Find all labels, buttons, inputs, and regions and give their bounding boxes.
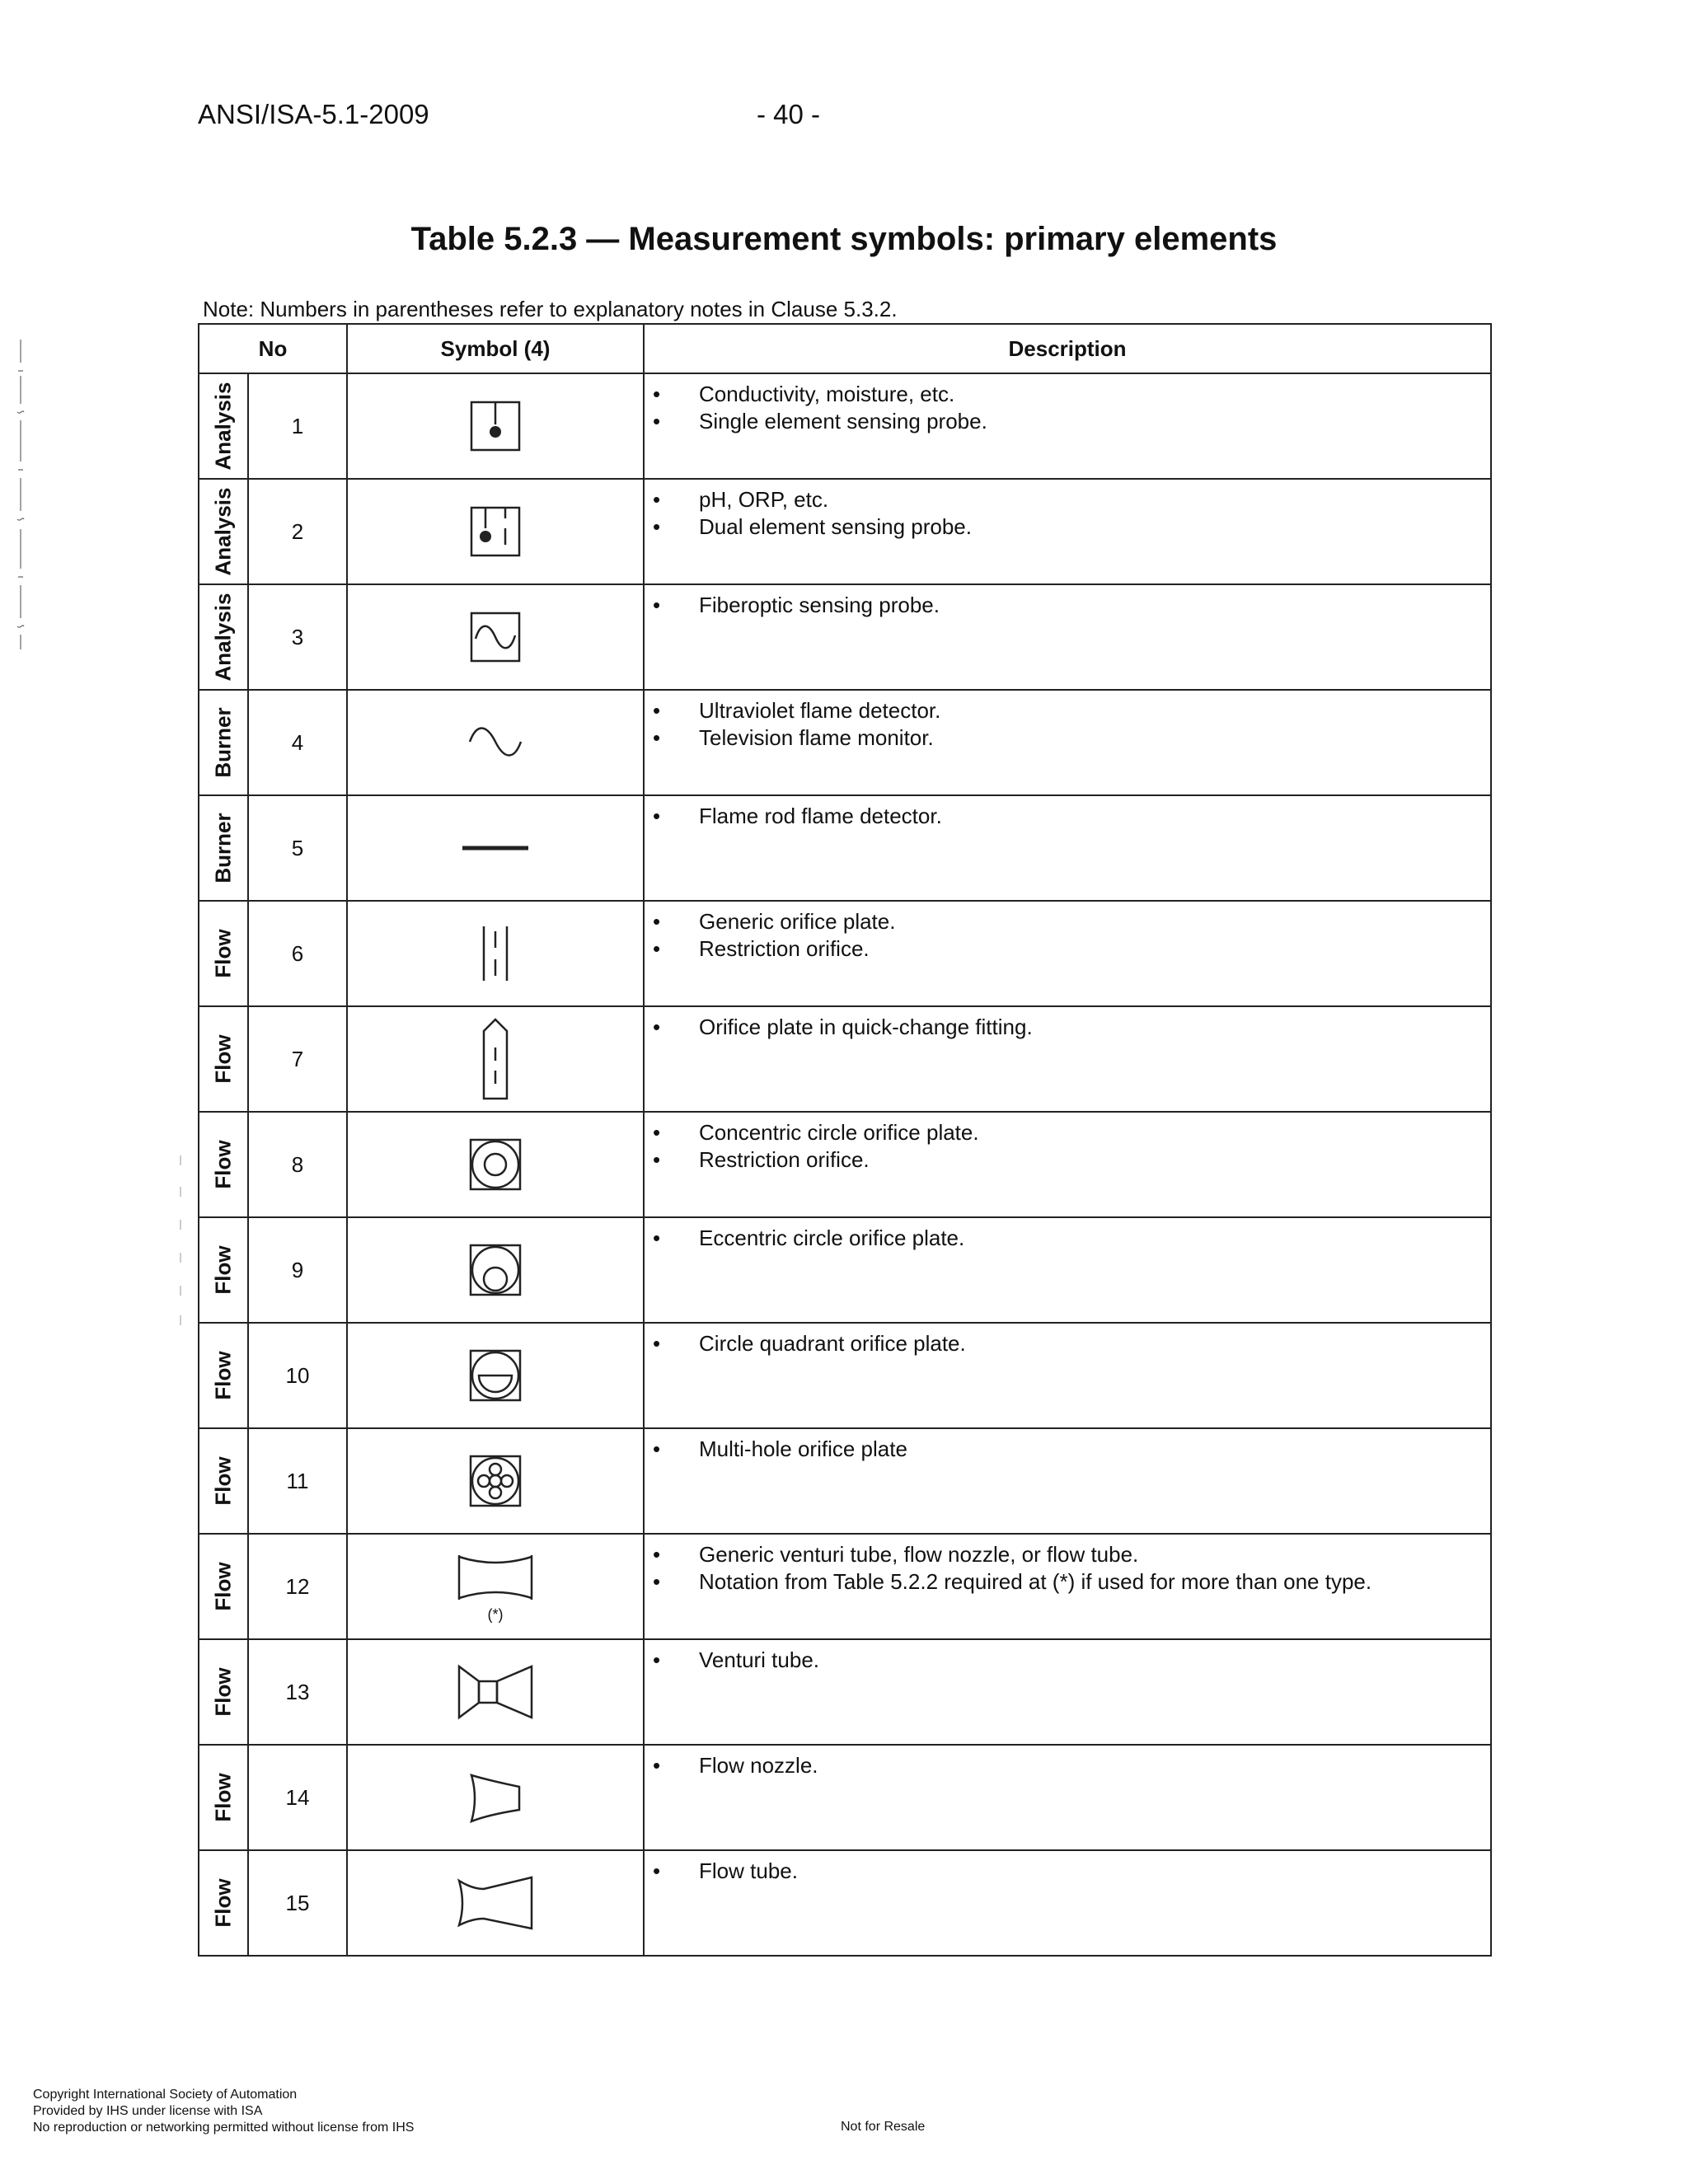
category-label: Flow (210, 1245, 236, 1295)
description-cell (644, 1534, 1491, 1639)
symbol-cell (347, 1006, 644, 1112)
category-cell (199, 1745, 248, 1850)
footer-line: No reproduction or networking permitted without license from IHS (33, 2121, 415, 2135)
description-list (645, 592, 1490, 619)
description-bullet: • Concentric circle orifice plate. (645, 1119, 1490, 1146)
table-header-row (199, 324, 1491, 373)
description-list (645, 1119, 1490, 1174)
category-cell (199, 1534, 248, 1639)
category-cell (199, 690, 248, 795)
category-cell (199, 1639, 248, 1745)
flow-nozzle-icon (348, 1769, 643, 1826)
description-bullet: • Generic venturi tube, flow nozzle, or flow tube. (645, 1541, 1490, 1568)
category-cell (199, 584, 248, 690)
column-header-no: No (199, 324, 347, 373)
table-row (199, 1428, 1491, 1534)
description-bullet: • Television flame monitor. (645, 724, 1490, 752)
category-label: Flow (210, 1034, 236, 1084)
symbol-cell (347, 901, 644, 1006)
fiberoptic-probe-icon (348, 611, 643, 663)
description-list (645, 1647, 1490, 1674)
description-bullet: • Restriction orifice. (645, 935, 1490, 963)
venturi-tube-icon (348, 1663, 643, 1721)
table-row (199, 1745, 1491, 1850)
table-row (199, 901, 1491, 1006)
row-number: 6 (248, 901, 347, 1006)
description-bullet: • Fiberoptic sensing probe. (645, 592, 1490, 619)
row-number: 9 (248, 1217, 347, 1323)
margin-stamp-graphic (176, 1154, 185, 1327)
description-bullet: • Conductivity, moisture, etc. (645, 381, 1490, 408)
eccentric-orifice-icon (348, 1243, 643, 1297)
footer-line: Copyright International Society of Automation (33, 2088, 298, 2102)
table-row (199, 479, 1491, 584)
generic-venturi-icon (348, 1550, 643, 1608)
symbol-cell (347, 479, 644, 584)
description-cell (644, 1323, 1491, 1428)
table-row (199, 690, 1491, 795)
orifice-plate-icon (348, 925, 643, 982)
column-header-symbol: Symbol (4) (347, 324, 644, 373)
description-cell (644, 1217, 1491, 1323)
single-element-probe-icon (348, 400, 643, 452)
row-number: 7 (248, 1006, 347, 1112)
table-title: Table 5.2.3 — Measurement symbols: primary elements (410, 221, 1278, 257)
category-label: Flow (210, 1456, 236, 1506)
category-cell (199, 1112, 248, 1217)
category-label: Flow (210, 1562, 236, 1611)
table-row (199, 1534, 1491, 1639)
row-number: 15 (248, 1850, 347, 1956)
footer-line: Provided by IHS under license with ISA (33, 2104, 263, 2118)
symbol-cell (347, 1217, 644, 1323)
symbol-cell (347, 1745, 644, 1850)
table-row (199, 1217, 1491, 1323)
category-label: Burner (210, 707, 236, 778)
description-list (645, 1752, 1490, 1779)
description-cell (644, 373, 1491, 479)
table-row (199, 1850, 1491, 1956)
description-bullet: • Circle quadrant orifice plate. (645, 1330, 1490, 1357)
category-cell (199, 1006, 248, 1112)
category-label: Flow (210, 1773, 236, 1822)
description-list (645, 381, 1490, 435)
description-list (645, 1225, 1490, 1252)
description-bullet: • Generic orifice plate. (645, 908, 1490, 935)
description-bullet: • Ultraviolet flame detector. (645, 697, 1490, 724)
description-list (645, 908, 1490, 963)
copyright-footer (33, 2087, 414, 2136)
row-number: 14 (248, 1745, 347, 1850)
symbol-cell (347, 690, 644, 795)
description-list (645, 1330, 1490, 1357)
table-row (199, 1112, 1491, 1217)
row-number: 10 (248, 1323, 347, 1428)
symbol-cell (347, 584, 644, 690)
category-cell (199, 1323, 248, 1428)
category-cell (199, 1217, 248, 1323)
description-cell (644, 690, 1491, 795)
table-row (199, 373, 1491, 479)
quadrant-orifice-icon (348, 1348, 643, 1403)
category-label: Flow (210, 1140, 236, 1189)
category-label: Analysis (210, 382, 236, 471)
row-number: 5 (248, 795, 347, 901)
symbol-cell (347, 373, 644, 479)
category-label: Analysis (210, 487, 236, 576)
category-cell (199, 901, 248, 1006)
category-cell (199, 1428, 248, 1534)
description-bullet: • Single element sensing probe. (645, 408, 1490, 435)
quick-change-orifice-icon (348, 1018, 643, 1100)
description-cell (644, 795, 1491, 901)
table-row (199, 584, 1491, 690)
row-number: 8 (248, 1112, 347, 1217)
symbol-cell (347, 1112, 644, 1217)
row-number: 4 (248, 690, 347, 795)
description-list (645, 803, 1490, 830)
description-cell (644, 1112, 1491, 1217)
category-cell (199, 795, 248, 901)
category-label: Flow (210, 1351, 236, 1400)
description-bullet: • Flow tube. (645, 1858, 1490, 1885)
description-cell (644, 1850, 1491, 1956)
row-number: 3 (248, 584, 347, 690)
description-cell (644, 901, 1491, 1006)
document-id: ANSI/ISA-5.1-2009 (198, 99, 429, 129)
row-number: 11 (248, 1428, 347, 1534)
description-cell (644, 479, 1491, 584)
flame-rod-icon (348, 840, 643, 856)
table-row (199, 1639, 1491, 1745)
flow-tube-icon (348, 1872, 643, 1933)
description-list (645, 1014, 1490, 1041)
not-for-resale-label: Not for Resale (841, 2120, 926, 2134)
description-list (645, 486, 1490, 541)
symbol-cell (347, 1534, 644, 1639)
primary-elements-table (198, 323, 1492, 1957)
description-cell (644, 1006, 1491, 1112)
description-bullet: • Venturi tube. (645, 1647, 1490, 1674)
description-bullet: • pH, ORP, etc. (645, 486, 1490, 513)
column-header-description: Description (644, 324, 1491, 373)
row-number: 1 (248, 373, 347, 479)
description-bullet: • Orifice plate in quick-change fitting. (645, 1014, 1490, 1041)
category-cell (199, 1850, 248, 1956)
description-cell (644, 584, 1491, 690)
description-bullet: • Flame rod flame detector. (645, 803, 1490, 830)
table-row (199, 1323, 1491, 1428)
description-cell (644, 1428, 1491, 1534)
row-number: 12 (248, 1534, 347, 1639)
symbol-note: (*) (487, 1605, 504, 1623)
description-bullet: • Restriction orifice. (645, 1146, 1490, 1174)
symbol-cell (347, 1850, 644, 1956)
description-bullet: • Notation from Table 5.2.2 required at (*) if used for more than one type. (645, 1568, 1490, 1596)
dual-element-probe-icon (348, 505, 643, 558)
page-number: - 40 - (757, 99, 821, 129)
description-cell (644, 1745, 1491, 1850)
multi-hole-orifice-icon (348, 1454, 643, 1508)
row-number: 13 (248, 1639, 347, 1745)
description-list (645, 1541, 1490, 1596)
concentric-orifice-icon (348, 1137, 643, 1192)
table-row (199, 795, 1491, 901)
margin-stamp-graphic (15, 338, 26, 651)
uv-flame-detector-icon (348, 722, 643, 763)
description-list (645, 1858, 1490, 1885)
category-cell (199, 479, 248, 584)
table-note: Note: Numbers in parentheses refer to explanatory notes in Clause 5.3.2. (203, 297, 898, 321)
description-bullet: • Dual element sensing probe. (645, 513, 1490, 541)
symbol-cell (347, 1639, 644, 1745)
table-row (199, 1006, 1491, 1112)
symbol-cell (347, 795, 644, 901)
symbol-cell (347, 1323, 644, 1428)
description-list (645, 1436, 1490, 1463)
row-number: 2 (248, 479, 347, 584)
category-label: Flow (210, 929, 236, 978)
description-cell (644, 1639, 1491, 1745)
description-bullet: • Multi-hole orifice plate (645, 1436, 1490, 1463)
category-label: Analysis (210, 593, 236, 682)
category-label: Flow (210, 1667, 236, 1717)
symbol-cell (347, 1428, 644, 1534)
category-label: Burner (210, 813, 236, 883)
category-label: Flow (210, 1878, 236, 1928)
description-bullet: • Flow nozzle. (645, 1752, 1490, 1779)
category-cell (199, 373, 248, 479)
description-bullet: • Eccentric circle orifice plate. (645, 1225, 1490, 1252)
description-list (645, 697, 1490, 752)
